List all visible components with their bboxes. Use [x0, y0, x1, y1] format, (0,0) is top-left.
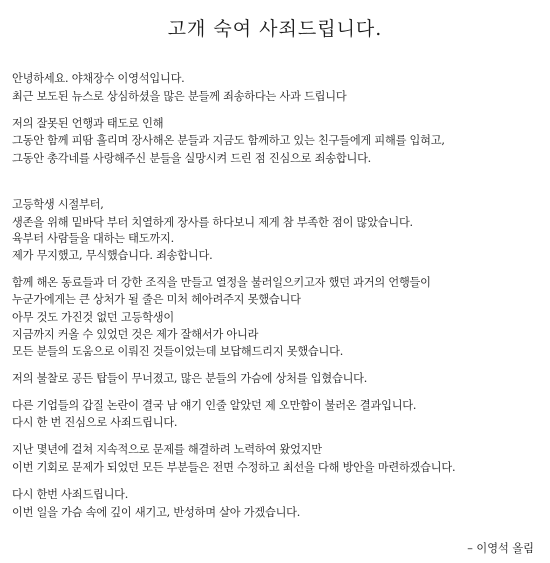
letter-line: 다시 한 번 진심으로 사죄드립니다. — [12, 416, 178, 429]
letter-line: 지금까지 커올 수 있었던 것은 제가 잘해서가 아니라 — [12, 328, 259, 341]
letter-line: 그동안 함께 피땀 흘리며 장사해온 분들과 지금도 함께하고 있는 친구들에게 피해를 입혀고, — [12, 134, 445, 147]
letter-title: 고개 숙여 사죄드립니다. — [167, 18, 383, 40]
letter-line: 생존을 위해 밑바닥 부터 치열하게 장사를 하다보니 제게 참 부족한 점이 많았습니다. — [12, 216, 413, 229]
letter-line: 최근 보도된 뉴스로 상심하셨을 많은 분들께 죄송하다는 사과 드립니다 — [12, 90, 347, 103]
letter-line: 모든 분들의 도움으로 이뤄진 것들이었는데 보답해드리지 못했습니다. — [12, 345, 344, 358]
letter-line: 다시 한번 사죄드립니다. — [12, 488, 129, 501]
letter-line: 아무 것도 가진것 없던 고등학생이 — [12, 311, 174, 324]
letter-line: 함께 해온 동료들과 더 강한 조직을 만들고 열정을 불러일으키고자 했던 과거의 언행들이 — [12, 276, 431, 289]
letter-line: 누군가에게는 큰 상처가 될 줄은 미처 헤아려주지 못했습니다 — [12, 293, 301, 306]
letter-line: 육부터 사람들을 대하는 태도까지. — [12, 232, 174, 245]
letter-line: 이번 기회로 문제가 되었던 모든 부분들은 전면 수정하고 최선을 다해 방안을 마련하겠습니다. — [12, 461, 456, 474]
letter-line: 저의 불찰로 공든 탑들이 무너졌고, 많은 분들의 가슴에 상처를 입혔습니다. — [12, 372, 368, 385]
letter-line: 그동안 총각네를 사랑해주신 분들을 실망시켜 드린 점 진심으로 죄송합니다. — [12, 152, 372, 165]
letter-line: 안녕하세요. 야채장수 이영석입니다. — [12, 72, 185, 85]
letter-line: 고등학생 시절부터, — [12, 198, 104, 211]
letter-line: 이번 일을 가슴 속에 깊이 새기고, 반성하며 살아 가겠습니다. — [12, 506, 301, 519]
signature: – 이영석 올림 — [467, 542, 534, 555]
letter-line: 지난 몇년에 걸쳐 지속적으로 문제를 해결하려 노력하여 왔었지만 — [12, 443, 322, 456]
letter-line: 다른 기업들의 갑질 논란이 결국 남 얘기 인줄 알았던 제 오만함이 불러온 결과입니다. — [12, 399, 417, 412]
letter-line: 저의 잘못된 언행과 태도로 인해 — [12, 117, 164, 130]
letter-line: 제가 무지했고, 무식했습니다. 죄송합니다. — [12, 249, 213, 262]
